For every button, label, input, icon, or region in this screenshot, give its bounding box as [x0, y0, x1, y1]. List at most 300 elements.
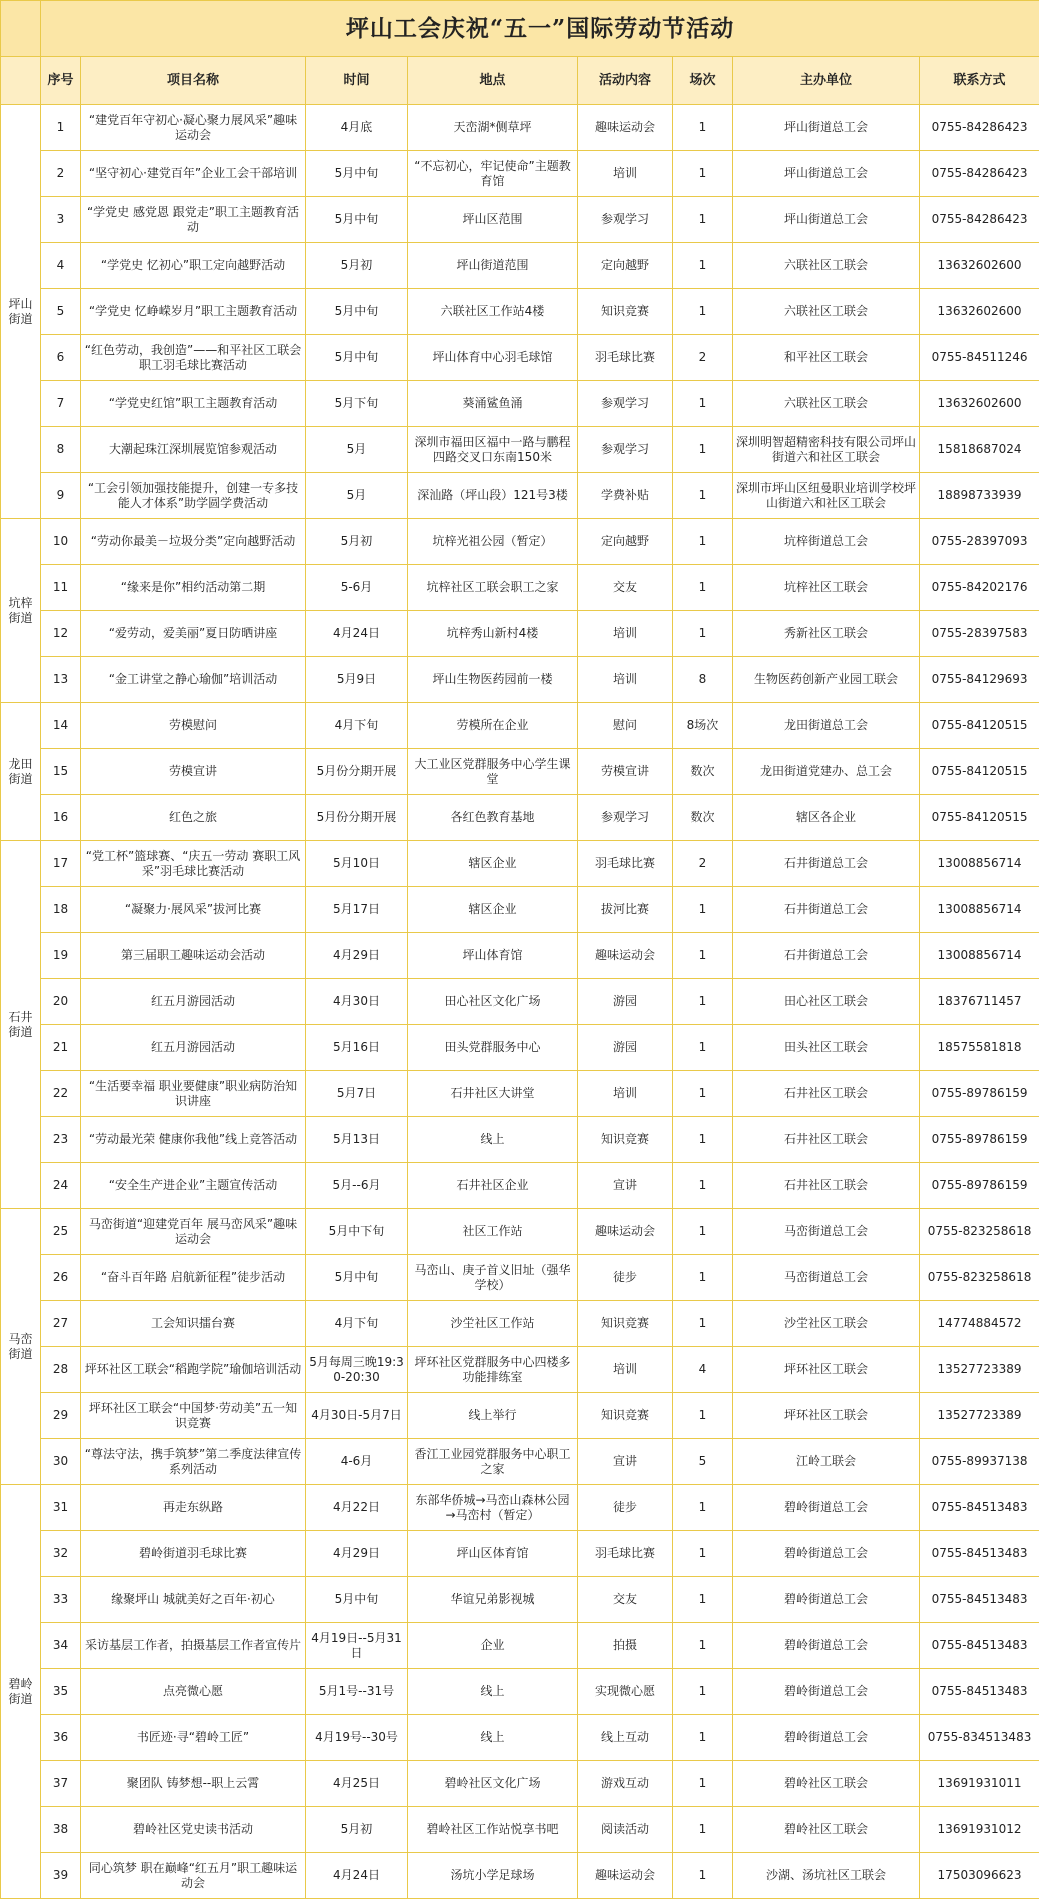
table-row: [1, 335, 1039, 381]
table-row: [1, 933, 1039, 979]
index-cell: 13: [41, 657, 81, 703]
header-content: 活动内容: [578, 57, 673, 105]
contact-cell: 0755-823258618: [920, 1209, 1039, 1255]
project-name-cell: 碧岭社区党史读书活动: [81, 1807, 306, 1853]
index-cell: 20: [41, 979, 81, 1025]
location-cell: 石井社区大讲堂: [408, 1071, 578, 1117]
organizer-cell: 田头社区工联会: [733, 1025, 920, 1071]
content-cell: 游戏互动: [578, 1761, 673, 1807]
sessions-cell: 1: [673, 979, 733, 1025]
project-name-cell: “党工杯”篮球赛、“庆五一劳动 赛职工风采”羽毛球比赛活动: [81, 841, 306, 887]
time-cell: 5月1号--31号: [306, 1669, 408, 1715]
time-cell: 5月中下旬: [306, 1209, 408, 1255]
index-cell: 26: [41, 1255, 81, 1301]
content-cell: 拍摄: [578, 1623, 673, 1669]
project-name-cell: “学党史 感党恩 跟党走”职工主题教育活动: [81, 197, 306, 243]
time-cell: 5月中旬: [306, 197, 408, 243]
contact-cell: 0755-84286423: [920, 105, 1039, 151]
time-cell: 4月下旬: [306, 703, 408, 749]
table-row: [1, 565, 1039, 611]
location-cell: 企业: [408, 1623, 578, 1669]
contact-cell: 18376711457: [920, 979, 1039, 1025]
index-cell: 8: [41, 427, 81, 473]
organizer-cell: 六联社区工联会: [733, 381, 920, 427]
project-name-cell: 同心筑梦 职在巅峰“红五月”职工趣味运动会: [81, 1853, 306, 1899]
content-cell: 趣味运动会: [578, 933, 673, 979]
table-row: [1, 887, 1039, 933]
content-cell: 培训: [578, 1347, 673, 1393]
sessions-cell: 1: [673, 1163, 733, 1209]
table-row: [1, 1301, 1039, 1347]
project-name-cell: “劳动你最美－垃圾分类”定向越野活动: [81, 519, 306, 565]
sessions-cell: 1: [673, 427, 733, 473]
content-cell: 线上互动: [578, 1715, 673, 1761]
content-cell: 徒步: [578, 1485, 673, 1531]
location-cell: 汤坑小学足球场: [408, 1853, 578, 1899]
location-cell: 辖区企业: [408, 841, 578, 887]
content-cell: 阅读活动: [578, 1807, 673, 1853]
time-cell: 4月29日: [306, 933, 408, 979]
project-name-cell: “尊法守法，携手筑梦”第二季度法律宣传系列活动: [81, 1439, 306, 1485]
sessions-cell: 1: [673, 1807, 733, 1853]
content-cell: 羽毛球比赛: [578, 1531, 673, 1577]
sessions-cell: 1: [673, 243, 733, 289]
table-row: [1, 841, 1039, 887]
index-cell: 36: [41, 1715, 81, 1761]
contact-cell: 18898733939: [920, 473, 1039, 519]
location-cell: 深圳市福田区福中一路与鹏程四路交叉口东南150米: [408, 427, 578, 473]
index-cell: 7: [41, 381, 81, 427]
table-row: [1, 519, 1039, 565]
organizer-cell: 沙湖、汤坑社区工联会: [733, 1853, 920, 1899]
project-name-cell: 工会知识擂台赛: [81, 1301, 306, 1347]
table-row: [1, 1577, 1039, 1623]
sessions-cell: 1: [673, 289, 733, 335]
sessions-cell: 1: [673, 1393, 733, 1439]
index-cell: 1: [41, 105, 81, 151]
sessions-cell: 8: [673, 657, 733, 703]
time-cell: 5月下旬: [306, 381, 408, 427]
index-cell: 16: [41, 795, 81, 841]
sessions-cell: 1: [673, 1209, 733, 1255]
content-cell: 趣味运动会: [578, 105, 673, 151]
sessions-cell: 1: [673, 1117, 733, 1163]
time-cell: 5月16日: [306, 1025, 408, 1071]
time-cell: 4月19号--30号: [306, 1715, 408, 1761]
time-cell: 5月初: [306, 243, 408, 289]
sessions-cell: 1: [673, 1623, 733, 1669]
index-cell: 21: [41, 1025, 81, 1071]
organizer-cell: 坪环社区工联会: [733, 1393, 920, 1439]
table-row: [1, 1531, 1039, 1577]
organizer-cell: 田心社区工联会: [733, 979, 920, 1025]
location-cell: 坑梓光祖公园（暂定）: [408, 519, 578, 565]
time-cell: 5月中旬: [306, 151, 408, 197]
contact-cell: 13691931011: [920, 1761, 1039, 1807]
contact-cell: 0755-823258618: [920, 1255, 1039, 1301]
contact-cell: 0755-84513483: [920, 1485, 1039, 1531]
project-name-cell: “生活要幸福 职业要健康”职业病防治知识讲座: [81, 1071, 306, 1117]
organizer-cell: 石井街道总工会: [733, 841, 920, 887]
table-row: [1, 243, 1039, 289]
content-cell: 定向越野: [578, 519, 673, 565]
table-row: [1, 473, 1039, 519]
time-cell: 5月中旬: [306, 1577, 408, 1623]
project-name-cell: “缘来是你”相约活动第二期: [81, 565, 306, 611]
sessions-cell: 1: [673, 105, 733, 151]
sessions-cell: 1: [673, 933, 733, 979]
organizer-cell: 坪山街道总工会: [733, 151, 920, 197]
contact-cell: 0755-84120515: [920, 795, 1039, 841]
time-cell: 4-6月: [306, 1439, 408, 1485]
contact-cell: 0755-84129693: [920, 657, 1039, 703]
sessions-cell: 1: [673, 473, 733, 519]
location-cell: 碧岭社区文化广场: [408, 1761, 578, 1807]
index-cell: 19: [41, 933, 81, 979]
header-street-cell: [1, 57, 41, 105]
location-cell: 田头党群服务中心: [408, 1025, 578, 1071]
project-name-cell: 坪环社区工联会“稻跑学院”瑜伽培训活动: [81, 1347, 306, 1393]
sessions-cell: 1: [673, 1485, 733, 1531]
project-name-cell: 聚团队 铸梦想--职上云霄: [81, 1761, 306, 1807]
content-cell: 交友: [578, 1577, 673, 1623]
content-cell: 游园: [578, 979, 673, 1025]
organizer-cell: 石井街道总工会: [733, 933, 920, 979]
contact-cell: 0755-84513483: [920, 1669, 1039, 1715]
organizer-cell: 龙田街道总工会: [733, 703, 920, 749]
street-group-cell: 坑梓 街道: [1, 519, 41, 703]
contact-cell: 13632602600: [920, 243, 1039, 289]
location-cell: 坑梓社区工联会职工之家: [408, 565, 578, 611]
header-row: [1, 57, 1039, 105]
organizer-cell: 碧岭街道总工会: [733, 1669, 920, 1715]
project-name-cell: 劳模慰问: [81, 703, 306, 749]
time-cell: 5月每周三晚19:30-20:30: [306, 1347, 408, 1393]
index-cell: 6: [41, 335, 81, 381]
time-cell: 5月初: [306, 1807, 408, 1853]
contact-cell: 0755-89937138: [920, 1439, 1039, 1485]
contact-cell: 0755-89786159: [920, 1071, 1039, 1117]
table-row: [1, 105, 1039, 151]
content-cell: 定向越野: [578, 243, 673, 289]
organizer-cell: 碧岭社区工联会: [733, 1807, 920, 1853]
project-name-cell: “安全生产进企业”主题宣传活动: [81, 1163, 306, 1209]
table-row: [1, 703, 1039, 749]
index-cell: 33: [41, 1577, 81, 1623]
index-cell: 5: [41, 289, 81, 335]
location-cell: 大工业区党群服务中心学生课堂: [408, 749, 578, 795]
content-cell: 培训: [578, 611, 673, 657]
street-group-cell: 碧岭 街道: [1, 1485, 41, 1899]
project-name-cell: “红色劳动，我创造”——和平社区工联会职工羽毛球比赛活动: [81, 335, 306, 381]
table-row: [1, 1117, 1039, 1163]
location-cell: 线上: [408, 1715, 578, 1761]
table-row: [1, 1853, 1039, 1899]
index-cell: 39: [41, 1853, 81, 1899]
project-name-cell: 碧岭街道羽毛球比赛: [81, 1531, 306, 1577]
page-title: 坪山工会庆祝“五一”国际劳动节活动: [41, 1, 1039, 57]
organizer-cell: 六联社区工联会: [733, 243, 920, 289]
project-name-cell: 点亮微心愿: [81, 1669, 306, 1715]
street-group-cell: 马峦 街道: [1, 1209, 41, 1485]
table-row: [1, 979, 1039, 1025]
content-cell: 游园: [578, 1025, 673, 1071]
content-cell: 劳模宣讲: [578, 749, 673, 795]
table-row: [1, 1623, 1039, 1669]
time-cell: 4月底: [306, 105, 408, 151]
organizer-cell: 深圳市坪山区纽曼职业培训学校坪山街道六和社区工联会: [733, 473, 920, 519]
sessions-cell: 1: [673, 151, 733, 197]
table-row: [1, 657, 1039, 703]
time-cell: 4月24日: [306, 1853, 408, 1899]
index-cell: 3: [41, 197, 81, 243]
index-cell: 24: [41, 1163, 81, 1209]
organizer-cell: 马峦街道总工会: [733, 1209, 920, 1255]
sessions-cell: 1: [673, 1577, 733, 1623]
time-cell: 5-6月: [306, 565, 408, 611]
sessions-cell: 1: [673, 887, 733, 933]
index-cell: 37: [41, 1761, 81, 1807]
content-cell: 趣味运动会: [578, 1853, 673, 1899]
index-cell: 27: [41, 1301, 81, 1347]
project-name-cell: 再走东纵路: [81, 1485, 306, 1531]
time-cell: 5月份分期开展: [306, 749, 408, 795]
contact-cell: 0755-28397093: [920, 519, 1039, 565]
index-cell: 12: [41, 611, 81, 657]
contact-cell: 0755-84286423: [920, 197, 1039, 243]
location-cell: 马峦山、庚子首义旧址（强华学校）: [408, 1255, 578, 1301]
organizer-cell: 六联社区工联会: [733, 289, 920, 335]
table-row: [1, 795, 1039, 841]
time-cell: 4月24日: [306, 611, 408, 657]
time-cell: 4月29日: [306, 1531, 408, 1577]
sessions-cell: 1: [673, 611, 733, 657]
contact-cell: 0755-84286423: [920, 151, 1039, 197]
location-cell: 辖区企业: [408, 887, 578, 933]
organizer-cell: 马峦街道总工会: [733, 1255, 920, 1301]
index-cell: 23: [41, 1117, 81, 1163]
time-cell: 5月9日: [306, 657, 408, 703]
index-cell: 9: [41, 473, 81, 519]
content-cell: 交友: [578, 565, 673, 611]
organizer-cell: 碧岭街道总工会: [733, 1577, 920, 1623]
table-row: [1, 1255, 1039, 1301]
index-cell: 22: [41, 1071, 81, 1117]
time-cell: 5月: [306, 427, 408, 473]
content-cell: 羽毛球比赛: [578, 335, 673, 381]
contact-cell: 0755-89786159: [920, 1117, 1039, 1163]
project-name-cell: 书匠迹·寻“碧岭工匠”: [81, 1715, 306, 1761]
contact-cell: 13527723389: [920, 1347, 1039, 1393]
organizer-cell: 碧岭街道总工会: [733, 1485, 920, 1531]
index-cell: 25: [41, 1209, 81, 1255]
location-cell: 坪山体育中心羽毛球馆: [408, 335, 578, 381]
sessions-cell: 1: [673, 565, 733, 611]
content-cell: 拔河比赛: [578, 887, 673, 933]
contact-cell: 14774884572: [920, 1301, 1039, 1347]
location-cell: 石井社区企业: [408, 1163, 578, 1209]
time-cell: 5月中旬: [306, 289, 408, 335]
sessions-cell: 4: [673, 1347, 733, 1393]
content-cell: 参观学习: [578, 795, 673, 841]
organizer-cell: 碧岭社区工联会: [733, 1761, 920, 1807]
organizer-cell: 沙坣社区工联会: [733, 1301, 920, 1347]
project-name-cell: 红五月游园活动: [81, 1025, 306, 1071]
table-row: [1, 1393, 1039, 1439]
sessions-cell: 1: [673, 1669, 733, 1715]
organizer-cell: 坑梓社区工联会: [733, 565, 920, 611]
organizer-cell: 辖区各企业: [733, 795, 920, 841]
location-cell: 东部华侨城→马峦山森林公园→马峦村（暂定）: [408, 1485, 578, 1531]
table-row: [1, 1025, 1039, 1071]
location-cell: 深汕路（坪山段）121号3楼: [408, 473, 578, 519]
location-cell: 沙坣社区工作站: [408, 1301, 578, 1347]
project-name-cell: 大潮起珠江深圳展览馆参观活动: [81, 427, 306, 473]
location-cell: 社区工作站: [408, 1209, 578, 1255]
location-cell: 线上: [408, 1669, 578, 1715]
location-cell: 坪山街道范围: [408, 243, 578, 289]
index-cell: 31: [41, 1485, 81, 1531]
index-cell: 29: [41, 1393, 81, 1439]
organizer-cell: 和平社区工联会: [733, 335, 920, 381]
time-cell: 5月: [306, 473, 408, 519]
sessions-cell: 1: [673, 1071, 733, 1117]
project-name-cell: “工会引领加强技能提升，创建一专多技能人才体系”助学圆学费活动: [81, 473, 306, 519]
content-cell: 知识竞赛: [578, 1393, 673, 1439]
content-cell: 羽毛球比赛: [578, 841, 673, 887]
index-cell: 38: [41, 1807, 81, 1853]
index-cell: 30: [41, 1439, 81, 1485]
index-cell: 4: [41, 243, 81, 289]
table-row: [1, 151, 1039, 197]
table-row: [1, 1071, 1039, 1117]
table-row: [1, 1669, 1039, 1715]
table-row: [1, 1347, 1039, 1393]
location-cell: 葵涌鲨鱼涌: [408, 381, 578, 427]
header-time: 时间: [306, 57, 408, 105]
table-row: [1, 197, 1039, 243]
index-cell: 32: [41, 1531, 81, 1577]
content-cell: 宣讲: [578, 1439, 673, 1485]
sessions-cell: 1: [673, 197, 733, 243]
sessions-cell: 2: [673, 335, 733, 381]
table-row: [1, 1715, 1039, 1761]
content-cell: 培训: [578, 151, 673, 197]
organizer-cell: 碧岭街道总工会: [733, 1623, 920, 1669]
table-row: [1, 1439, 1039, 1485]
time-cell: 4月30日-5月7日: [306, 1393, 408, 1439]
title-row: [1, 1, 1039, 57]
table-row: [1, 289, 1039, 335]
contact-cell: 0755-834513483: [920, 1715, 1039, 1761]
contact-cell: 13008856714: [920, 887, 1039, 933]
time-cell: 5月初: [306, 519, 408, 565]
time-cell: 4月30日: [306, 979, 408, 1025]
content-cell: 实现微心愿: [578, 1669, 673, 1715]
project-name-cell: “学党史红馆”职工主题教育活动: [81, 381, 306, 427]
table-row: [1, 611, 1039, 657]
title-corner-cell: [1, 1, 41, 57]
index-cell: 17: [41, 841, 81, 887]
table-row: [1, 1209, 1039, 1255]
time-cell: 4月22日: [306, 1485, 408, 1531]
content-cell: 徒步: [578, 1255, 673, 1301]
sessions-cell: 1: [673, 381, 733, 427]
contact-cell: 17503096623: [920, 1853, 1039, 1899]
sessions-cell: 1: [673, 1761, 733, 1807]
header-index: 序号: [41, 57, 81, 105]
project-name-cell: “凝聚力·展风采”拔河比赛: [81, 887, 306, 933]
location-cell: 线上: [408, 1117, 578, 1163]
location-cell: 碧岭社区工作站悦享书吧: [408, 1807, 578, 1853]
project-name-cell: 缘聚坪山 城就美好之百年·初心: [81, 1577, 306, 1623]
project-name-cell: “建党百年守初心·凝心聚力展风采”趣味运动会: [81, 105, 306, 151]
index-cell: 10: [41, 519, 81, 565]
time-cell: 5月17日: [306, 887, 408, 933]
content-cell: 知识竞赛: [578, 1117, 673, 1163]
header-sessions: 场次: [673, 57, 733, 105]
sessions-cell: 1: [673, 1715, 733, 1761]
table-row: [1, 1807, 1039, 1853]
contact-cell: 13632602600: [920, 381, 1039, 427]
time-cell: 5月--6月: [306, 1163, 408, 1209]
organizer-cell: 秀新社区工联会: [733, 611, 920, 657]
header-organizer: 主办单位: [733, 57, 920, 105]
time-cell: 4月下旬: [306, 1301, 408, 1347]
contact-cell: 15818687024: [920, 427, 1039, 473]
sessions-cell: 5: [673, 1439, 733, 1485]
time-cell: 5月13日: [306, 1117, 408, 1163]
organizer-cell: 坪环社区工联会: [733, 1347, 920, 1393]
sessions-cell: 数次: [673, 795, 733, 841]
project-name-cell: “学党史 忆初心”职工定向越野活动: [81, 243, 306, 289]
organizer-cell: 坑梓街道总工会: [733, 519, 920, 565]
header-contact: 联系方式: [920, 57, 1039, 105]
time-cell: 5月中旬: [306, 1255, 408, 1301]
content-cell: 参观学习: [578, 197, 673, 243]
contact-cell: 13008856714: [920, 841, 1039, 887]
sessions-cell: 1: [673, 1853, 733, 1899]
location-cell: 劳模所在企业: [408, 703, 578, 749]
time-cell: 5月中旬: [306, 335, 408, 381]
organizer-cell: 石井社区工联会: [733, 1117, 920, 1163]
contact-cell: 0755-84120515: [920, 749, 1039, 795]
content-cell: 学费补贴: [578, 473, 673, 519]
organizer-cell: 石井社区工联会: [733, 1163, 920, 1209]
content-cell: 宣讲: [578, 1163, 673, 1209]
project-name-cell: 采访基层工作者，拍摄基层工作者宣传片: [81, 1623, 306, 1669]
contact-cell: 0755-84513483: [920, 1531, 1039, 1577]
table-row: [1, 1163, 1039, 1209]
header-location: 地点: [408, 57, 578, 105]
contact-cell: 13632602600: [920, 289, 1039, 335]
location-cell: 各红色教育基地: [408, 795, 578, 841]
project-name-cell: 坪环社区工联会“中国梦·劳动美”五一知识竞赛: [81, 1393, 306, 1439]
contact-cell: 0755-84511246: [920, 335, 1039, 381]
location-cell: 六联社区工作站4楼: [408, 289, 578, 335]
content-cell: 参观学习: [578, 381, 673, 427]
organizer-cell: 坪山街道总工会: [733, 105, 920, 151]
contact-cell: 0755-84202176: [920, 565, 1039, 611]
project-name-cell: “金工讲堂之静心瑜伽”培训活动: [81, 657, 306, 703]
index-cell: 14: [41, 703, 81, 749]
content-cell: 趣味运动会: [578, 1209, 673, 1255]
content-cell: 知识竞赛: [578, 1301, 673, 1347]
content-cell: 知识竞赛: [578, 289, 673, 335]
organizer-cell: 碧岭街道总工会: [733, 1715, 920, 1761]
project-name-cell: 马峦街道“迎建党百年 展马峦风采”趣味运动会: [81, 1209, 306, 1255]
sessions-cell: 1: [673, 1255, 733, 1301]
